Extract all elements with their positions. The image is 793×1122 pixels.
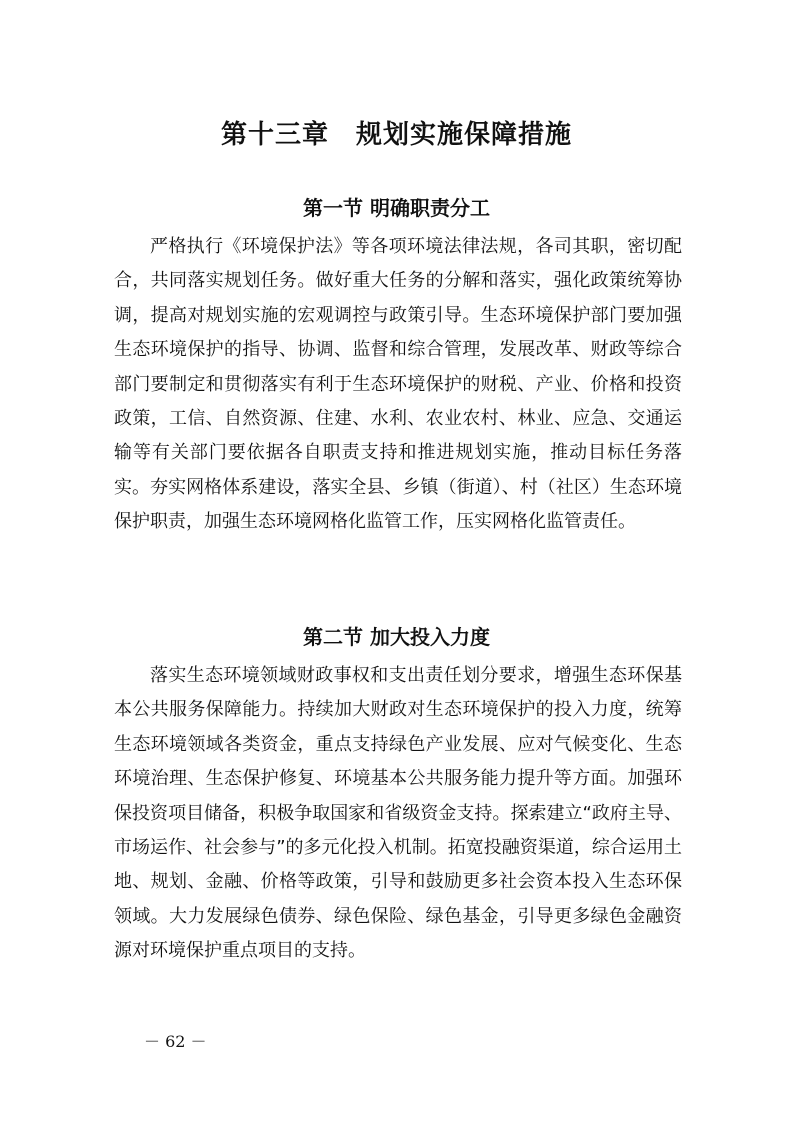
section-title-responsibilities: 第一节 明确职责分工 — [303, 196, 490, 220]
page-number: － 62 － — [144, 1032, 207, 1051]
section-body-investment: 落实生态环境领域财政事权和支出责任划分要求，增强生态环保基本公共服务保障能力。持续加大财政对生态环境保护的投入力度，统筹生态环境领域各类资金，重点支持绿色产业发展、应对气候变化、生态环境治理、生态保护修复、环境基本公共服务能力提升等方面。加强环保投资项目储备，积极争取国家和省级资金支持。探索建立“政府主导、市场运作、社会参与”的多元化投入机制。拓宽投融资渠道，综合运用土地、规划、金融、价格等政策，引导和鼓励更多社会资本投入生态环保领域。大力发展绿色债券、绿色保险、绿色基金，引导更多绿色金融资源对环境保护重点项目的支持。 — [114, 665, 682, 962]
chapter-title: 第十三章 规划实施保障措施 — [220, 120, 572, 150]
section-title-investment: 第二节 加大投入力度 — [303, 625, 490, 649]
section-body-responsibilities: 严格执行《环境保护法》等各项环境法律法规，各司其职，密切配合，共同落实规划任务。做好重大任务的分解和落实，强化政策统筹协调，提高对规划实施的宏观调控与政策引导。生态环境保护部门要加强生态环境保护的指导、协调、监督和综合管理，发展改革、财政等综合部门要制定和贯彻落实有利于生态环境保护的财税、产业、价格和投资政策，工信、自然资源、住建、水利、农业农村、林业、应急、交通运输等有关部门要依据各自职责支持和推进规划实施，推动目标任务落实。夯实网格体系建设，落实全县、乡镇（街道）、村（社区）生态环境保护职责，加强生态环境网格化监管工作，压实网格化监管责任。 — [114, 236, 682, 533]
